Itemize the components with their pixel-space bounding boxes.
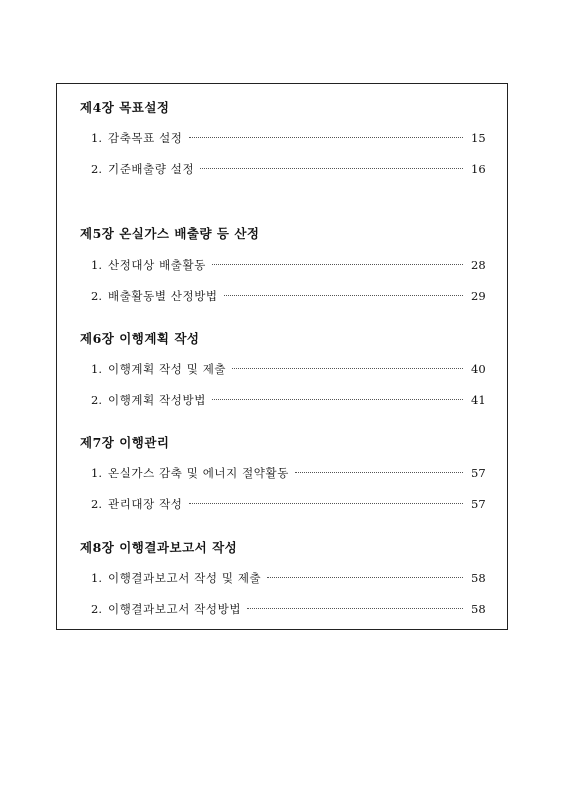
toc-entry[interactable] [91,392,485,408]
dot-leader [232,368,463,369]
toc-entry[interactable] [91,361,485,377]
entry-label: 산정대상 배출활동 [107,258,206,272]
entry-page-number: 58 [471,571,486,585]
dot-leader [189,503,464,504]
entry-page-number: 41 [471,393,486,407]
entry-page-number: 15 [471,131,486,145]
toc-entry[interactable] [91,288,485,304]
dot-leader [224,295,463,296]
entry-number: 1. [91,258,102,272]
entry-label: 배출활동별 산정방법 [107,289,218,303]
chapter-heading: 제6장 이행계획 작성 [80,331,200,346]
entry-number: 2. [91,289,102,303]
table-of-contents [56,83,508,630]
entry-label: 온실가스 감축 및 에너지 절약활동 [107,466,289,480]
dot-leader [212,399,463,400]
entry-number: 2. [91,602,102,616]
entry-number: 1. [91,571,102,585]
entry-number: 2. [91,497,102,511]
entry-number: 2. [91,393,102,407]
chapter-heading: 제4장 목표설정 [80,100,170,115]
chapter-heading: 제7장 이행관리 [80,435,170,450]
dot-leader [247,608,463,609]
entry-label: 이행결과보고서 작성방법 [107,602,242,616]
dot-leader [212,264,463,265]
chapter-heading: 제8장 이행결과보고서 작성 [80,540,238,555]
toc-entry[interactable] [91,161,485,177]
dot-leader [267,577,463,578]
entry-page-number: 16 [471,162,486,176]
dot-leader [200,168,463,169]
chapter-heading: 제5장 온실가스 배출량 등 산정 [80,226,260,241]
entry-label: 관리대장 작성 [107,497,183,511]
dot-leader [295,472,463,473]
entry-number: 1. [91,466,102,480]
toc-entry[interactable] [91,570,485,586]
entry-page-number: 28 [471,258,486,272]
entry-page-number: 29 [471,289,486,303]
entry-number: 1. [91,362,102,376]
entry-page-number: 57 [471,497,486,511]
entry-number: 1. [91,131,102,145]
toc-entry[interactable] [91,130,485,146]
entry-label: 감축목표 설정 [107,131,183,145]
entry-number: 2. [91,162,102,176]
entry-page-number: 58 [471,602,486,616]
dot-leader [189,137,464,138]
entry-label: 이행결과보고서 작성 및 제출 [107,571,262,585]
toc-entry[interactable] [91,601,485,617]
toc-entry[interactable] [91,257,485,273]
toc-entry[interactable] [91,465,485,481]
entry-page-number: 40 [471,362,486,376]
toc-entry[interactable] [91,496,485,512]
entry-label: 이행계획 작성 및 제출 [107,362,227,376]
entry-label: 이행계획 작성방법 [107,393,206,407]
entry-label: 기준배출량 설정 [107,162,195,176]
entry-page-number: 57 [471,466,486,480]
